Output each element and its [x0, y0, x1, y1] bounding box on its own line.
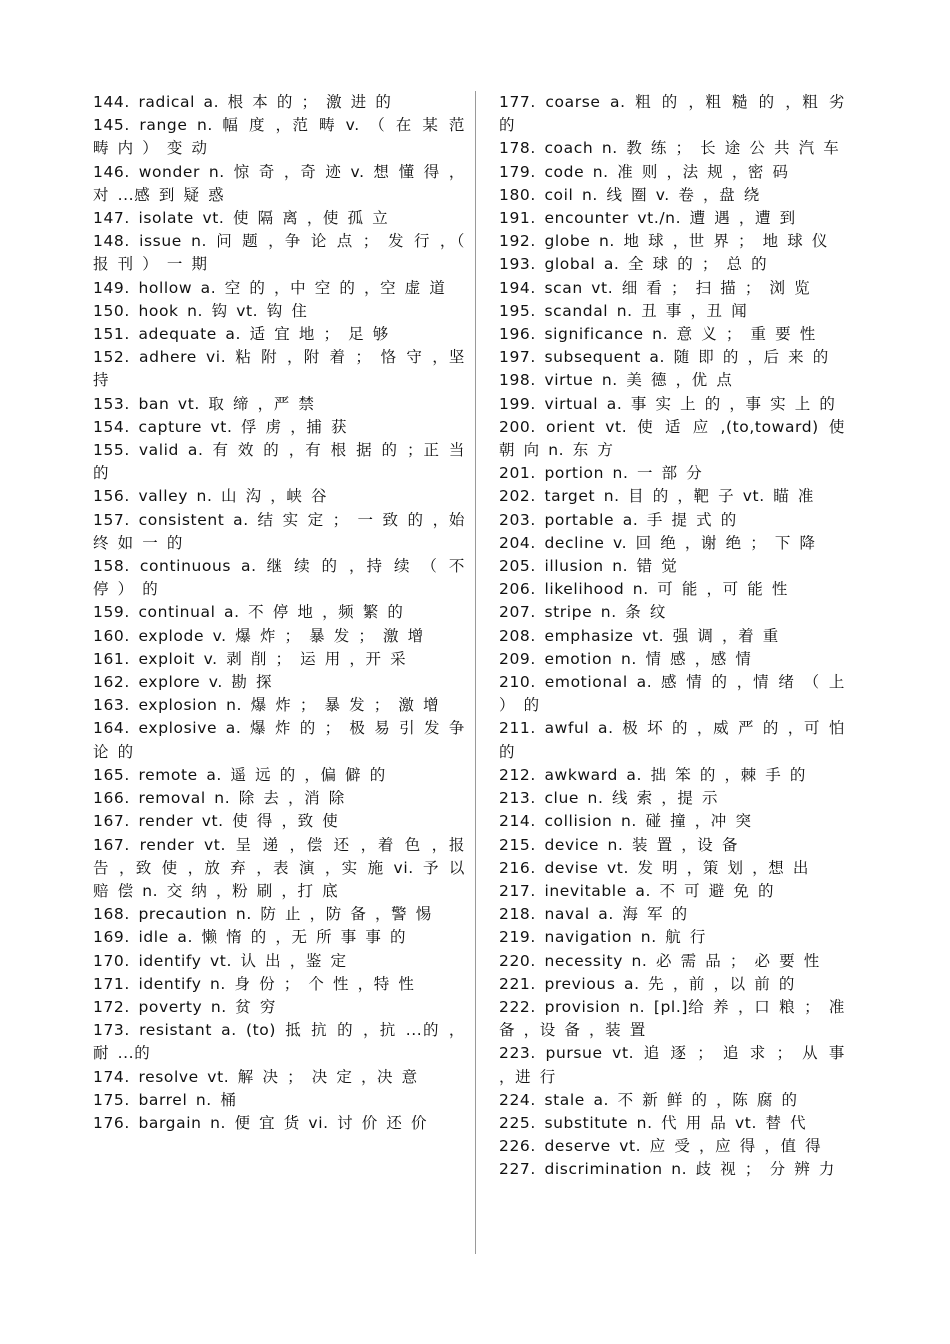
vocab-entry: 215. device n. 装 置 ，设 备: [499, 835, 739, 854]
vocab-entry: 167. render vt. 呈 递 ，偿 还 ，着 色 ，报 告 ，致 使 ，放 弃 ，表 演 ，实 施 vi. 予 以 赔 偿 n. 交 纳 ，粉 刷 ，打 底: [93, 835, 465, 900]
vocab-entry: 172. poverty n. 贫 穷: [93, 997, 277, 1016]
vocab-entry: 223. pursue vt. 追 逐 ； 追 求 ； 从 事 ，进 行: [499, 1044, 845, 1086]
vocab-entry: 149. hollow a. 空 的 ，中 空 的 ，空 虚 道: [93, 278, 446, 297]
vocab-entry: 202. target n. 目 的 ，靶 子 vt. 瞄 准: [499, 487, 815, 506]
vocab-entry: 221. previous a. 先 ，前 ，以 前 的: [499, 974, 795, 993]
vocab-entry: 153. ban vt. 取 缔 ，严 禁: [93, 394, 315, 413]
vocab-entry: 222. provision n. [pl.]给 养 ，口 粮 ； 准 备 ，设 备 ，装 置: [499, 997, 845, 1040]
vocab-entry: 148. issue n. 问 题 ，争 论 点 ； 发 行 ，（ 报 刊 ） 一 期: [93, 232, 465, 274]
vocab-entry: 196. significance n. 意 义 ； 重 要 性: [499, 325, 816, 344]
vocab-entry: 218. naval a. 海 军 的: [499, 905, 688, 924]
vocab-entry: 147. isolate vt. 使 隔 离 ，使 孤 立: [93, 209, 389, 228]
vocab-entry: 200. orient vt. 使 适 应 ,(to,toward) 使 朝 向 n. 东 方: [499, 417, 845, 460]
vocab-entry: 155. valid a. 有 效 的 ，有 根 据 的 ；正 当 的: [93, 441, 465, 483]
vocab-entry: 217. inevitable a. 不 可 避 免 的: [499, 881, 775, 900]
vocab-entry: 225. substitute n. 代 用 品 vt. 替 代: [499, 1113, 807, 1132]
vocab-entry: 213. clue n. 线 索 ，提 示: [499, 789, 719, 808]
vocab-entry: 227. discrimination n. 歧 视 ； 分 辨 力: [499, 1160, 835, 1179]
vocab-entry: 152. adhere vi. 粘 附 ，附 着 ； 恪 守 ，坚 持: [93, 348, 465, 390]
vocab-entry: 161. exploit v. 剥 削 ； 运 用 ，开 采: [93, 649, 407, 668]
vocab-entry: 173. resistant a. (to) 抵 抗 的 ，抗 ...的 ，耐 ...的: [93, 1021, 465, 1063]
vocab-entry: 146. wonder n. 惊 奇 ，奇 迹 v. 想 懂 得 ，对 ...感 到 疑 惑: [93, 162, 465, 204]
column-divider: [475, 91, 476, 1254]
vocab-entry: 166. removal n. 除 去 ，消 除: [93, 789, 345, 808]
vocab-entry: 201. portion n. 一 部 分: [499, 464, 703, 483]
vocab-entry: 163. explosion n. 爆 炸 ； 暴 发 ； 激 增: [93, 696, 440, 715]
vocab-entry: 168. precaution n. 防 止 ，防 备 ，警 惕: [93, 905, 432, 924]
vocab-entry: 191. encounter vt./n. 遭 遇 ，遭 到: [499, 209, 796, 228]
right-column: [499, 91, 845, 1182]
vocab-entry: 207. stripe n. 条 纹: [499, 603, 666, 622]
vocab-entry: 171. identify n. 身 份 ； 个 性 ，特 性: [93, 974, 415, 993]
vocab-entry: 219. navigation n. 航 行: [499, 928, 706, 947]
vocab-entry: 150. hook n. 钩 vt. 钩 住: [93, 301, 308, 320]
vocab-entry: 211. awful a. 极 坏 的 ，威 严 的 ，可 怕 的: [499, 719, 845, 761]
vocab-entry: 192. globe n. 地 球 ，世 界 ； 地 球 仪: [499, 232, 829, 251]
vocab-entry: 162. explore v. 勘 探: [93, 673, 273, 692]
vocab-entry: 204. decline v. 回 绝 ，谢 绝 ； 下 降: [499, 533, 816, 552]
vocab-entry: 224. stale a. 不 新 鲜 的 ，陈 腐 的: [499, 1090, 798, 1109]
vocab-entry: 158. continuous a. 继 续 的 ，持 续 （ 不 停 ） 的: [93, 557, 465, 599]
vocab-entry: 160. explode v. 爆 炸 ； 暴 发 ； 激 增: [93, 626, 424, 645]
vocab-entry: 220. necessity n. 必 需 品 ； 必 要 性: [499, 951, 820, 970]
vocab-entry: 226. deserve vt. 应 受 ，应 得 ，值 得: [499, 1137, 822, 1156]
vocab-entry: 164. explosive a. 爆 炸 的 ； 极 易 引 发 争 论 的: [93, 719, 465, 761]
vocab-entry: 174. resolve vt. 解 决 ； 决 定 ，决 意: [93, 1067, 418, 1086]
vocab-entry: 175. barrel n. 桶: [93, 1090, 237, 1109]
vocab-entry: 144. radical a. 根 本 的 ； 激 进 的: [93, 93, 392, 111]
vocab-entry: 208. emphasize vt. 强 调 ，着 重: [499, 626, 779, 645]
vocab-entry: 203. portable a. 手 提 式 的: [499, 510, 737, 529]
vocab-entry: 167. render vt. 使 得 ，致 使: [93, 812, 339, 831]
vocab-entry: 178. coach n. 教 练 ； 长 途 公 共 汽 车: [499, 139, 840, 158]
vocab-entry: 170. identify vt. 认 出 ，鉴 定: [93, 951, 347, 970]
vocab-entry: 156. valley n. 山 沟 ，峡 谷: [93, 487, 328, 506]
vocab-entry: 199. virtual a. 事 实 上 的 ，事 实 上 的: [499, 394, 836, 413]
vocab-entry: 214. collision n. 碰 撞 ，冲 突: [499, 812, 752, 831]
vocab-entry: 159. continual a. 不 停 地 ，频 繁 的: [93, 603, 404, 622]
vocab-entry: 157. consistent a. 结 实 定 ； 一 致 的 ，始 终 如 一 的: [93, 510, 465, 552]
vocab-entry: 209. emotion n. 情 感 ，感 情: [499, 649, 752, 668]
left-column: [93, 91, 465, 1135]
vocab-entry: 210. emotional a. 感 情 的 ，情 绪 （ 上 ） 的: [499, 673, 845, 715]
vocab-entry: 145. range n. 幅 度 ，范 畴 v. （ 在 某 范 畴 内 ） 变 动: [93, 116, 465, 158]
vocab-entry: 212. awkward a. 拙 笨 的 ，棘 手 的: [499, 765, 806, 784]
vocab-entry: 197. subsequent a. 随 即 的 ，后 来 的: [499, 348, 829, 367]
vocab-entry: 198. virtue n. 美 德 ，优 点: [499, 371, 733, 390]
vocab-entry: 165. remote a. 遥 远 的 ，偏 僻 的: [93, 765, 386, 784]
vocab-entry: 206. likelihood n. 可 能 ，可 能 性: [499, 580, 788, 599]
vocab-entry: 177. coarse a. 粗 的 ，粗 糙 的 ，粗 劣 的: [499, 93, 845, 135]
vocab-entry: 180. coil n. 线 圈 v. 卷 ，盘 绕: [499, 185, 760, 204]
vocab-entry: 169. idle a. 懒 惰 的 ，无 所 事 事 的: [93, 928, 407, 947]
vocab-entry: 176. bargain n. 便 宜 货 vi. 讨 价 还 价: [93, 1113, 428, 1132]
vocab-entry: 205. illusion n. 错 觉: [499, 557, 678, 576]
vocab-entry: 216. devise vt. 发 明 ，策 划 ，想 出: [499, 858, 809, 877]
vocab-entry: 194. scan vt. 细 看 ； 扫 描 ； 浏 览: [499, 278, 811, 297]
vocab-entry: 195. scandal n. 丑 事 ，丑 闻: [499, 301, 748, 320]
vocab-entry: 193. global a. 全 球 的 ； 总 的: [499, 255, 768, 274]
vocab-entry: 154. capture vt. 俘 虏 ，捕 获: [93, 417, 348, 436]
vocab-entry: 151. adequate a. 适 宜 地 ； 足 够: [93, 325, 389, 344]
vocab-entry: 179. code n. 准 则 ，法 规 ，密 码: [499, 162, 789, 181]
